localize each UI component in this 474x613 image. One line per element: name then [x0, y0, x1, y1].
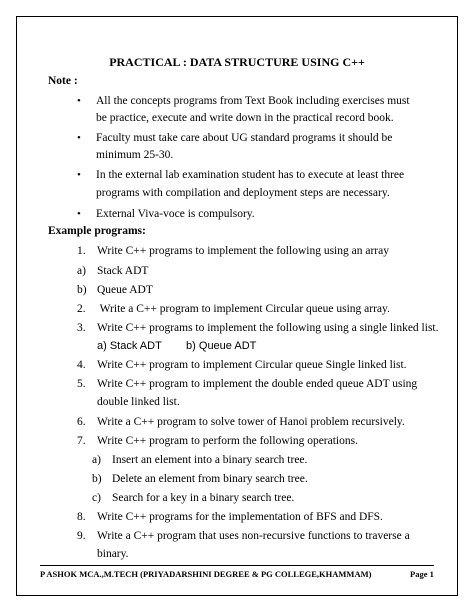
note-text: be practice, execute and write down in the practical record book. — [96, 112, 394, 124]
item-text: Write C++ programs to implement the following using an array — [97, 245, 389, 257]
item-marker: a) — [92, 454, 101, 466]
page-title: PRACTICAL : DATA STRUCTURE USING C++ — [109, 55, 365, 69]
note-heading: Note : — [48, 75, 78, 87]
footer-author: P ASHOK MCA.,M.TECH (PRIYADARSHINI DEGREE & PG COLLEGE,KHAMMAM) — [40, 569, 372, 579]
note-bullet: • — [77, 208, 81, 220]
item-marker: b) — [92, 473, 102, 485]
footer-page-number: Page 1 — [410, 569, 434, 579]
note-text: programs with compilation and deployment steps are necessary. — [96, 187, 390, 199]
item-marker: 7. — [77, 435, 86, 447]
note-text: Faculty must take care about UG standard programs it should be — [96, 132, 393, 144]
item-text: Stack ADT — [97, 265, 149, 277]
item-marker: 4. — [77, 359, 86, 371]
note-text: External Viva-voce is compulsory. — [96, 208, 255, 220]
item-marker: c) — [92, 492, 101, 504]
item-marker: 6. — [77, 416, 86, 428]
examples-heading: Example programs: — [48, 225, 146, 237]
item-marker: a) — [77, 265, 86, 277]
item-text: Write C++ programs to implement the following using a single linked list. — [97, 322, 439, 334]
item-text: Insert an element into a binary search tree. — [112, 454, 308, 466]
item-marker: 9. — [77, 530, 86, 542]
item-text: Write C++ program to perform the following operations. — [97, 435, 358, 447]
item-marker: b) — [77, 284, 87, 296]
item-marker: 1. — [77, 245, 86, 257]
item-text: Write C++ program to implement Circular queue Single linked list. — [97, 359, 407, 371]
item-text: binary. — [97, 548, 129, 560]
item-marker: 2. — [77, 303, 86, 315]
item-marker: 3. — [77, 322, 86, 334]
item-text: Write a C++ program to solve tower of Hanoi problem recursively. — [97, 416, 405, 428]
item-text: Write a C++ program to implement Circular queue using array. — [97, 303, 390, 315]
item-marker: 5. — [77, 378, 86, 390]
item-text: double linked list. — [97, 396, 180, 408]
item-text: Delete an element from binary search tree. — [112, 473, 308, 485]
item-text: Search for a key in a binary search tree. — [112, 492, 295, 504]
item-text: Write C++ program to implement the double ended queue ADT using — [97, 378, 418, 390]
note-text: minimum 25-30. — [96, 149, 174, 161]
item-marker: 8. — [77, 511, 86, 523]
item-text: Queue ADT — [97, 284, 153, 296]
footer-divider — [40, 565, 434, 566]
note-text: All the concepts programs from Text Book including exercises must — [96, 95, 410, 107]
item-text: Write a C++ program that uses non-recursive functions to traverse a — [97, 530, 410, 542]
item-text: a) Stack ADT b) Queue ADT — [97, 340, 257, 352]
item-text: Write C++ programs for the implementation of BFS and DFS. — [97, 511, 383, 523]
note-bullet: • — [77, 169, 81, 181]
note-bullet: • — [77, 132, 81, 144]
note-bullet: • — [77, 95, 81, 107]
note-text: In the external lab examination student has to execute at least three — [96, 169, 405, 181]
